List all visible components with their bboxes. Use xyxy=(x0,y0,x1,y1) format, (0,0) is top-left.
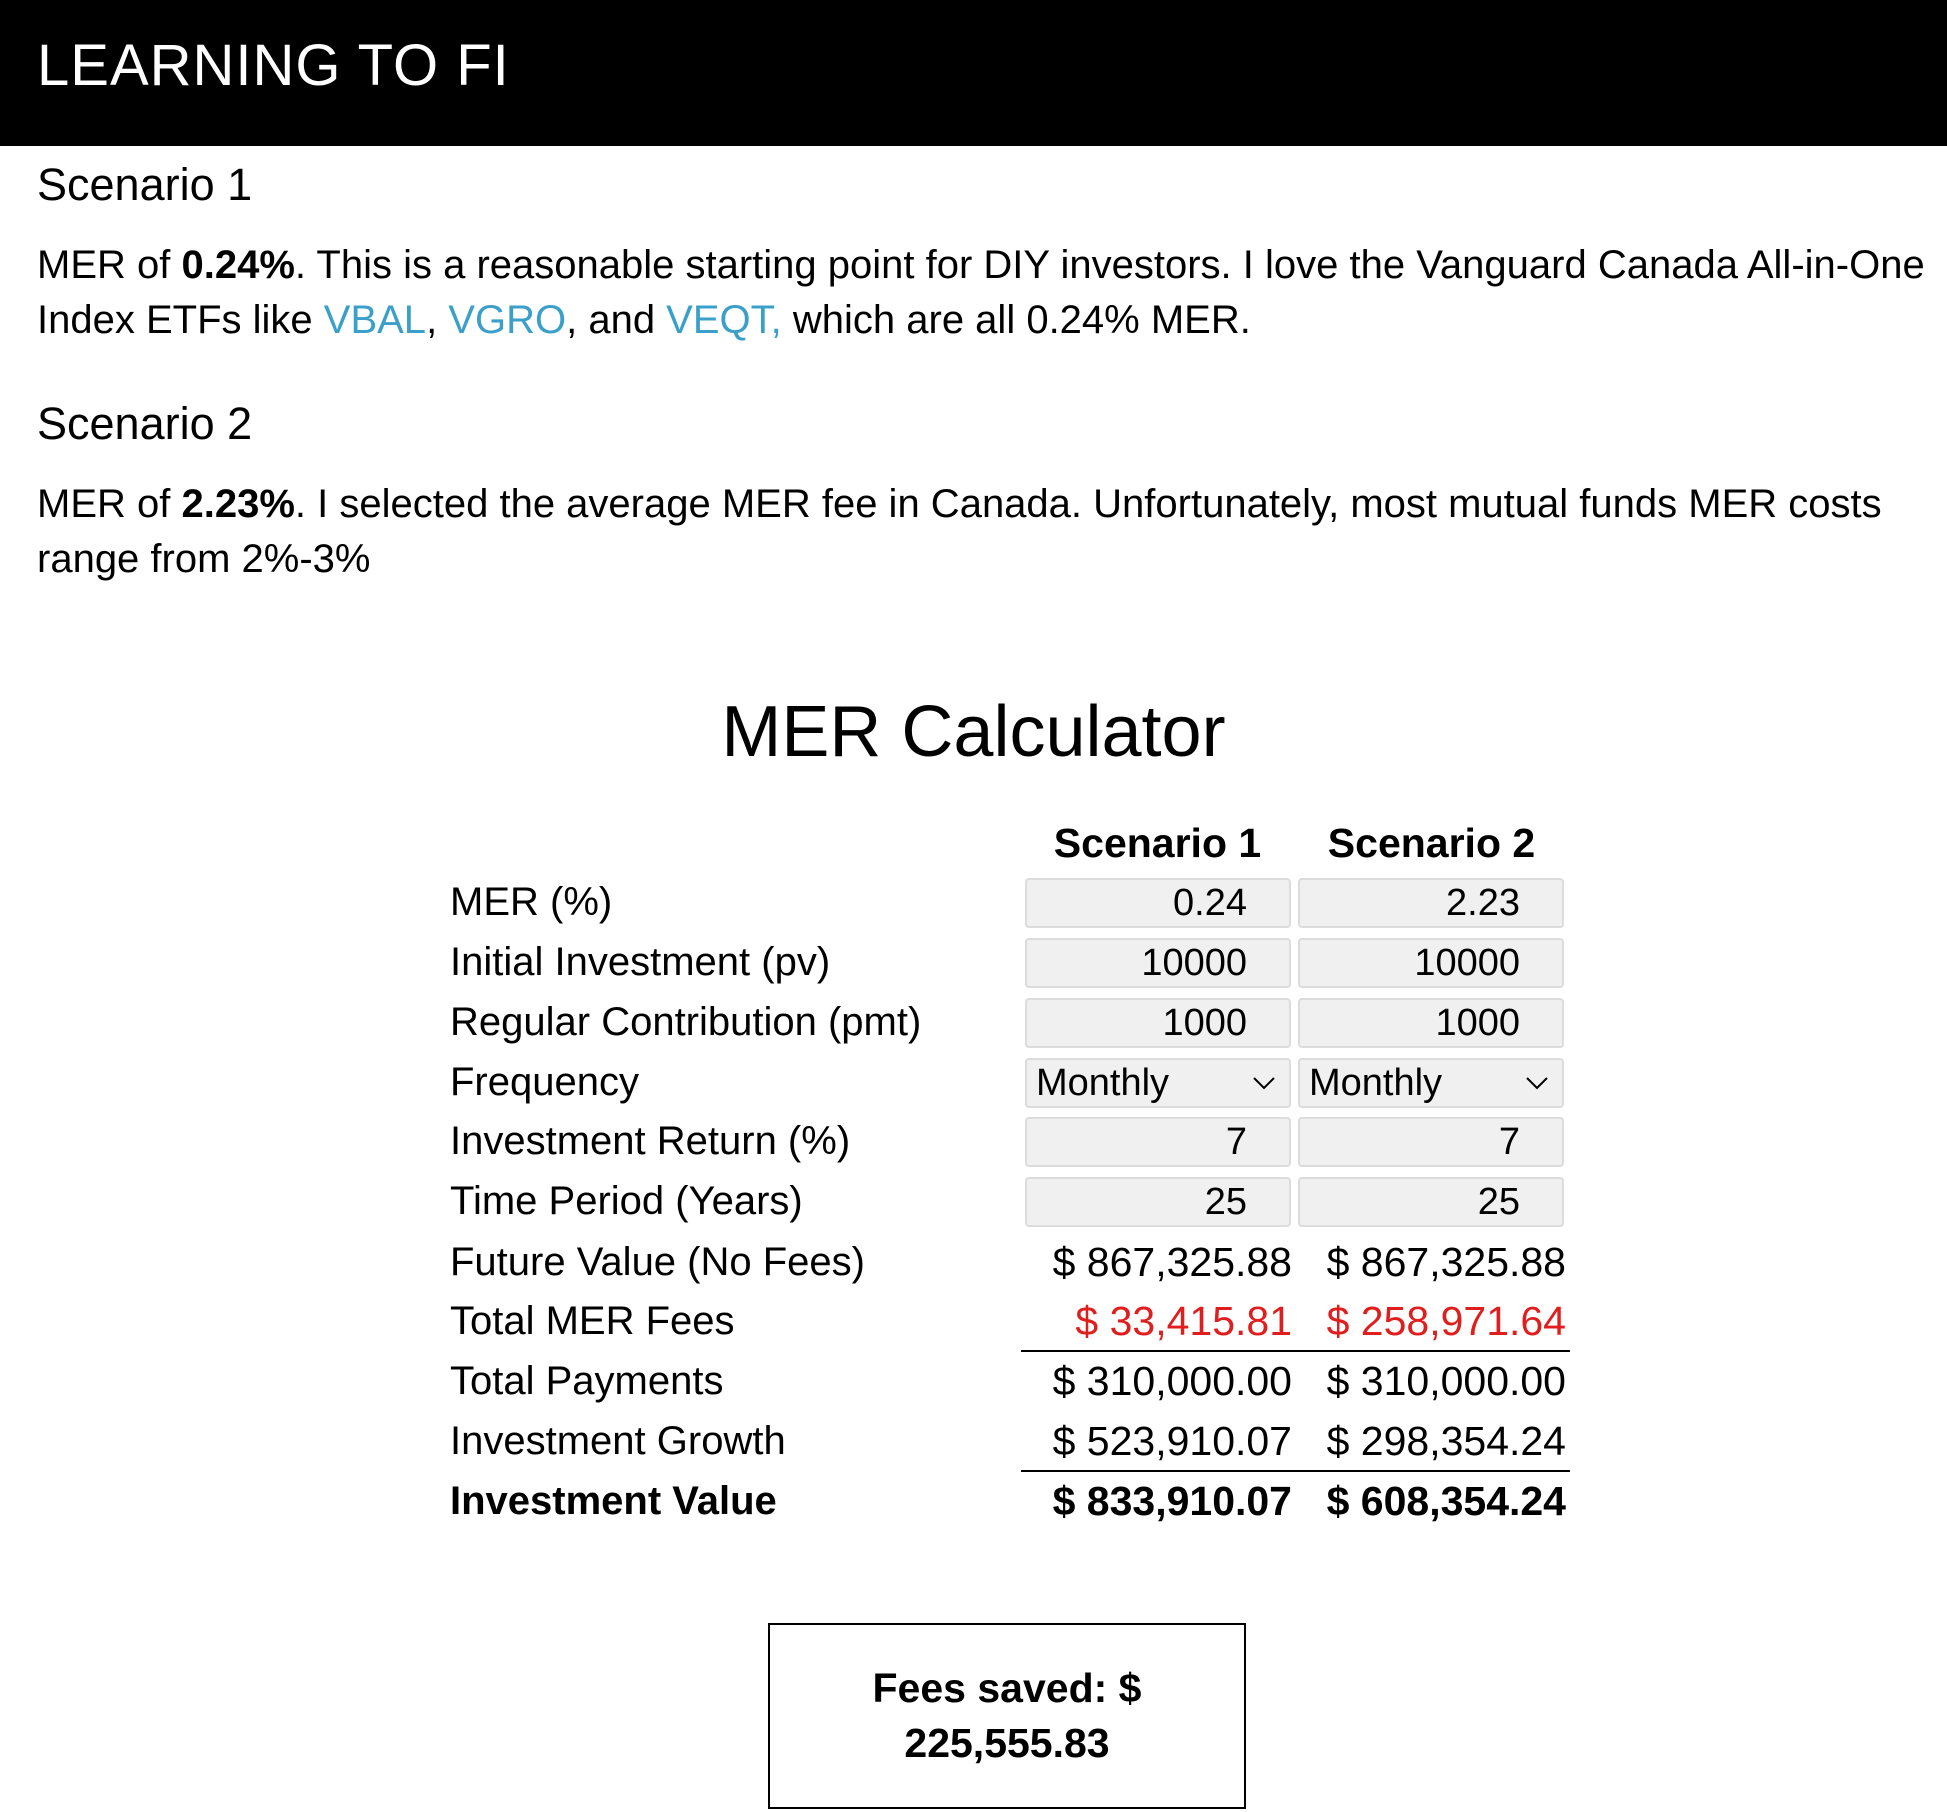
column-header-scenario-1: Scenario 1 xyxy=(1053,820,1262,866)
article xyxy=(0,159,1947,587)
scenario-1-heading: Scenario 1 xyxy=(37,159,253,210)
total-payments-scenario-1: $ 310,000.00 xyxy=(1052,1358,1292,1404)
mer-input-scenario-1[interactable] xyxy=(1025,878,1291,928)
calculator-title: MER Calculator xyxy=(721,692,1226,772)
frequency-select-scenario-2[interactable] xyxy=(1298,1058,1564,1108)
site-header xyxy=(0,0,1947,146)
scenario-1-text: . This is a reasonable starting point for DIY investors. I love the Vanguard Canada All-in-One Index ETFs like xyxy=(37,243,1925,342)
frequency-value: Monthly xyxy=(1309,1062,1443,1104)
scenario-2-prefix: MER of xyxy=(37,482,182,526)
label-investment-value: Investment Value xyxy=(450,1479,777,1523)
label-regular-contribution: Regular Contribution (pmt) xyxy=(450,1000,922,1044)
return-input-scenario-1[interactable] xyxy=(1025,1117,1291,1167)
chevron-down-icon xyxy=(1249,1068,1279,1098)
vgro-link[interactable]: VGRO xyxy=(448,298,567,342)
investment-value-scenario-2: $ 608,354.24 xyxy=(1326,1478,1566,1524)
scenario-2-mer-value: 2.23% xyxy=(181,482,295,526)
label-investment-growth: Investment Growth xyxy=(450,1419,786,1463)
future-value-scenario-1: $ 867,325.88 xyxy=(1052,1239,1292,1285)
label-initial-investment: Initial Investment (pv) xyxy=(450,940,831,984)
scenario-1-description xyxy=(37,238,1947,348)
veqt-link[interactable]: VEQT, xyxy=(666,298,782,342)
scenario-2-description xyxy=(37,477,1947,587)
frequency-select-scenario-1[interactable] xyxy=(1025,1058,1291,1108)
label-total-payments: Total Payments xyxy=(450,1359,724,1403)
investment-growth-scenario-1: $ 523,910.07 xyxy=(1052,1418,1292,1464)
mer-input-scenario-2[interactable] xyxy=(1298,878,1564,928)
scenario-1-mer-value: 0.24% xyxy=(181,243,295,287)
years-input-scenario-1[interactable] xyxy=(1025,1177,1291,1227)
scenario-1-prefix: MER of xyxy=(37,243,182,287)
fees-saved-label: Fees saved: $ xyxy=(872,1665,1142,1711)
scenario-2-text: . I selected the average MER fee in Canada. Unfortunately, most mutual funds MER costs range from 2%-3% xyxy=(37,482,1882,581)
frequency-value: Monthly xyxy=(1036,1062,1170,1104)
initial-investment-input-scenario-1[interactable] xyxy=(1025,938,1291,988)
initial-investment-input-scenario-2[interactable] xyxy=(1298,938,1564,988)
label-time-period: Time Period (Years) xyxy=(450,1179,803,1223)
return-input-scenario-2[interactable] xyxy=(1298,1117,1564,1167)
column-header-scenario-2: Scenario 2 xyxy=(1327,820,1536,866)
investment-value-scenario-1: $ 833,910.07 xyxy=(1052,1478,1292,1524)
years-input-scenario-2[interactable] xyxy=(1298,1177,1564,1227)
divider xyxy=(1021,1350,1570,1352)
fees-saved-amount: 225,555.83 xyxy=(904,1720,1110,1766)
contribution-input-scenario-1[interactable] xyxy=(1025,998,1291,1048)
scenario-1-text-end: which are all 0.24% MER. xyxy=(781,298,1251,342)
fees-saved-text xyxy=(857,1661,1157,1771)
label-total-fees: Total MER Fees xyxy=(450,1299,735,1343)
divider xyxy=(1021,1470,1570,1472)
fees-saved-box xyxy=(768,1623,1246,1809)
label-mer: MER (%) xyxy=(450,880,613,924)
vbal-link[interactable]: VBAL xyxy=(323,298,427,342)
scenario-2-heading: Scenario 2 xyxy=(37,398,253,449)
contribution-input-scenario-2[interactable] xyxy=(1298,998,1564,1048)
label-investment-return: Investment Return (%) xyxy=(450,1119,851,1163)
chevron-down-icon xyxy=(1522,1068,1552,1098)
future-value-scenario-2: $ 867,325.88 xyxy=(1326,1239,1566,1285)
separator: , xyxy=(426,298,449,342)
label-frequency: Frequency xyxy=(450,1060,639,1104)
investment-growth-scenario-2: $ 298,354.24 xyxy=(1326,1418,1566,1464)
total-fees-scenario-2: $ 258,971.64 xyxy=(1326,1298,1566,1344)
separator: , and xyxy=(566,298,667,342)
total-fees-scenario-1: $ 33,415.81 xyxy=(1075,1298,1292,1344)
label-future-value: Future Value (No Fees) xyxy=(450,1240,865,1284)
site-title[interactable]: LEARNING TO FI xyxy=(37,33,510,98)
total-payments-scenario-2: $ 310,000.00 xyxy=(1326,1358,1566,1404)
